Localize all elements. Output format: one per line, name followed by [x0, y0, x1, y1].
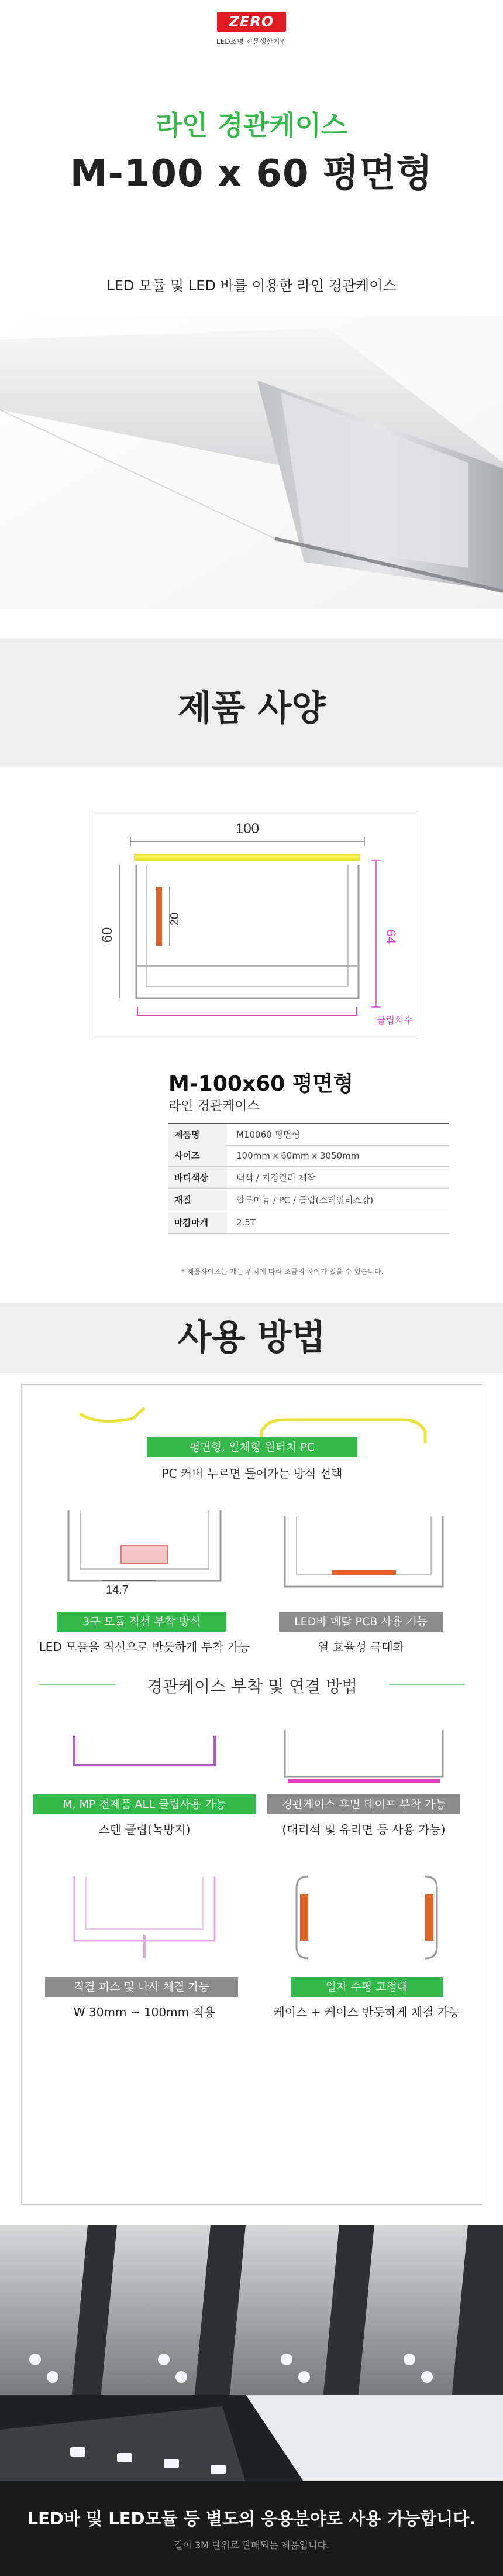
spec-key: 마감마개	[168, 1212, 227, 1233]
module-mount-caption: LED 모듈을 직선으로 반듯하게 부착 가능	[39, 1640, 250, 1654]
spec-value: 100mm x 60mm x 3050mm	[236, 1150, 360, 1161]
screw-caption: W 30mm ~ 100mm 적용	[73, 2005, 216, 2019]
tape-caption: (대리석 및 유리면 등 사용 가능)	[282, 1823, 446, 1837]
cross-section-drawing	[91, 811, 418, 1039]
clip-illustration	[57, 1718, 232, 1789]
product-intro: LED 모듈 및 LED 바를 이용한 라인 경관케이스	[106, 278, 397, 294]
module-mount-label: 3구 모듈 직선 부착 방식	[57, 1612, 226, 1632]
spec-key: 사이즈	[168, 1145, 227, 1166]
spec-model-subtitle: 라인 경관케이스	[168, 1099, 260, 1114]
spec-model-title: M-100x60 평면형	[168, 1072, 354, 1096]
clip-label: M, MP 전제품 ALL 클립사용 가능	[33, 1794, 256, 1814]
logo-text: ZERO	[229, 13, 274, 30]
spec-section-title: 제품 사양	[177, 688, 326, 729]
width-dimension: 100	[235, 821, 260, 837]
module-dimension: 14.7	[106, 1584, 129, 1597]
clip-size-label: 클립치수	[377, 1016, 413, 1026]
tape-illustration	[273, 1712, 454, 1789]
spec-row-material	[168, 1190, 449, 1211]
cover-caption: PC 커버 누르면 들어가는 방식 선택	[161, 1467, 343, 1481]
spec-row-size	[168, 1145, 449, 1167]
pcb-bar-caption: 열 효율성 극대화	[318, 1640, 404, 1654]
joint-label: 일자 수평 고정대	[291, 1977, 443, 1997]
spec-row-name	[168, 1123, 449, 1146]
footer-main-text: LED바 및 LED모듈 등 별도의 응용분야로 사용 가능합니다.	[27, 2509, 476, 2529]
tape-label: 경관케이스 후면 테이프 부착 가능	[267, 1794, 460, 1814]
installation-photo-1	[0, 2225, 503, 2412]
cover-type-label: 평면형, 일체형 원터치 PC	[147, 1437, 357, 1457]
brand-logo	[217, 12, 286, 32]
pcb-bar-label: LED바 메탈 PCB 사용 가능	[279, 1612, 443, 1632]
clip-dimension: 64	[384, 929, 398, 944]
screw-illustration	[57, 1865, 232, 1964]
spec-key: 제품명	[168, 1124, 227, 1145]
pcb-bar-illustration	[273, 1505, 454, 1604]
spec-key: 바디색상	[168, 1167, 227, 1188]
spec-value: 알루미늄 / PC / 클립(스테인리스강)	[236, 1195, 374, 1205]
joint-illustration	[285, 1865, 449, 1964]
spec-value: 2.5T	[236, 1217, 256, 1228]
height-dimension: 60	[99, 927, 115, 943]
spec-value: 백색 / 지정컬러 제작	[236, 1173, 316, 1183]
inner-dimension: 20	[168, 912, 181, 926]
installation-photo-2	[0, 2395, 503, 2482]
clip-caption: 스텐 클립(녹방지)	[98, 1823, 191, 1837]
spec-note: * 제품사이즈는 재는 위치에 따라 조금의 차이가 있을 수 있습니다.	[181, 1268, 384, 1276]
hero-product-image	[0, 316, 503, 609]
attach-method-heading: 경관케이스 부착 및 연결 방법	[146, 1677, 358, 1696]
joint-caption: 케이스 + 케이스 반듯하게 체결 가능	[273, 2005, 460, 2019]
footer-sub-text: 길이 3M 단위로 판매되는 제품입니다.	[174, 2540, 329, 2551]
screw-label: 직결 피스 및 나사 체결 가능	[45, 1977, 238, 1997]
usage-panel	[21, 1384, 483, 2205]
spec-key: 재질	[168, 1190, 227, 1211]
spec-value: M10060 평면형	[236, 1129, 300, 1140]
product-category-title: 라인 경관케이스	[156, 109, 347, 141]
module-mount-illustration	[57, 1493, 232, 1604]
logo-tagline: LED조명 전문생산기업	[216, 37, 287, 46]
spec-row-endcap	[168, 1212, 449, 1234]
product-model-title: M-100 x 60 평면형	[70, 152, 433, 196]
spec-row-color	[168, 1167, 449, 1189]
usage-section-title: 사용 방법	[177, 1317, 326, 1358]
